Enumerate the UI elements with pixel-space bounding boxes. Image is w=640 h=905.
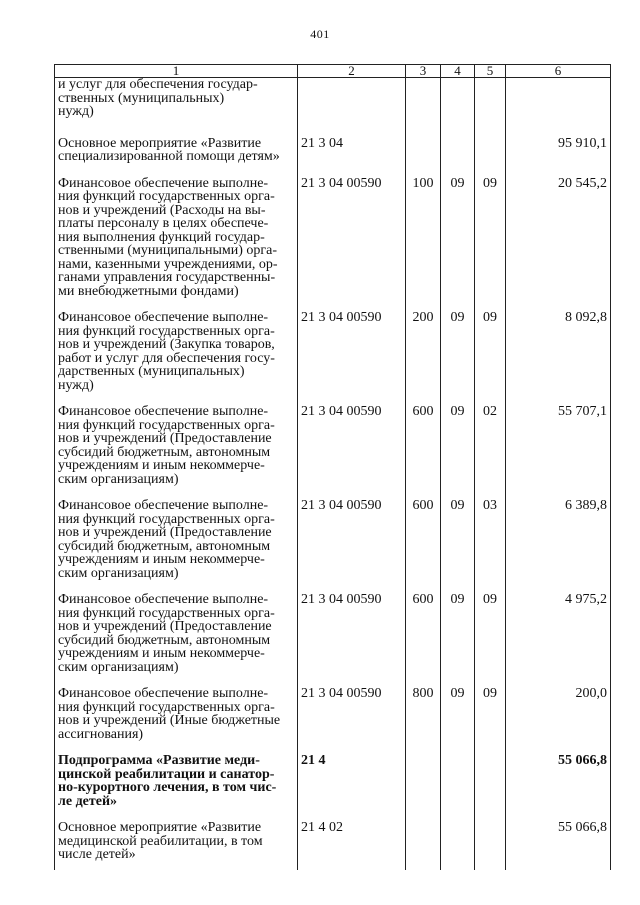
row-code: 21 3 04 00590	[298, 687, 406, 754]
row-description-text: Основное мероприятие «Развитие медицинской реабилитации, в том числе детей»	[58, 820, 263, 862]
table-row	[55, 177, 611, 312]
row-amount: 55 707,1	[506, 405, 611, 499]
row-expense-type	[406, 754, 441, 821]
row-subsection: 02	[475, 405, 506, 499]
row-description-text: и услуг для обеспечения государ- ственных (муниципальных) нужд)	[58, 77, 258, 119]
page-number: 401	[310, 27, 330, 41]
row-amount: 4 975,2	[506, 593, 611, 687]
row-description	[55, 311, 298, 405]
row-description	[55, 687, 298, 754]
row-amount: 20 545,2	[506, 177, 611, 312]
row-amount: 6 389,8	[506, 499, 611, 593]
row-subsection	[475, 78, 506, 137]
row-section: 09	[441, 311, 475, 405]
budget-table	[54, 64, 611, 870]
table-row	[55, 78, 611, 137]
row-section: 09	[441, 499, 475, 593]
table-body	[55, 78, 611, 870]
table-row	[55, 687, 611, 754]
row-section: 09	[441, 593, 475, 687]
row-section: 09	[441, 177, 475, 312]
row-subsection	[475, 821, 506, 870]
row-section: 09	[441, 405, 475, 499]
table-row	[55, 405, 611, 499]
table-row	[55, 499, 611, 593]
row-subsection: 09	[475, 593, 506, 687]
row-expense-type: 600	[406, 593, 441, 687]
row-section: 09	[441, 687, 475, 754]
column-header: 3	[406, 65, 441, 78]
table-header	[55, 65, 611, 78]
row-section	[441, 78, 475, 137]
row-code: 21 3 04	[298, 137, 406, 177]
row-section	[441, 821, 475, 870]
row-code: 21 3 04 00590	[298, 311, 406, 405]
row-description	[55, 821, 298, 870]
column-header: 4	[441, 65, 475, 78]
row-description	[55, 78, 298, 137]
row-description	[55, 177, 298, 312]
column-header: 6	[506, 65, 611, 78]
row-amount: 8 092,8	[506, 311, 611, 405]
row-section	[441, 754, 475, 821]
row-expense-type: 600	[406, 405, 441, 499]
row-expense-type	[406, 137, 441, 177]
row-description	[55, 754, 298, 821]
row-description-text: Финансовое обеспечение выполне- ния функций государственных орга- нов и учреждений (Предоставление субсидий бюджетным, автономным учреждениям и иным некоммерче- ским организациям)	[58, 592, 275, 675]
row-description-text: Подпрограмма «Развитие меди- цинской реабилитации и санатор- но-курортного лечения, в том чис- ле детей»	[58, 753, 277, 809]
row-expense-type	[406, 821, 441, 870]
column-header: 1	[55, 65, 298, 78]
row-description-text: Финансовое обеспечение выполне- ния функций государственных орга- нов и учреждений (Расходы на вы- платы персоналу в целях обеспече- ния выполнения функций государ- ственными (муниципальными) орга- нами, казенными учреждениями, ор- ганами управления государственны- ми внебюджетными фондами)	[58, 175, 278, 299]
row-description-text: Финансовое обеспечение выполне- ния функций государственных орга- нов и учреждений (Предоставление субсидий бюджетным, автономным учреждениям и иным некоммерче- ским организациям)	[58, 498, 275, 581]
row-code: 21 3 04 00590	[298, 593, 406, 687]
row-code: 21 4 02	[298, 821, 406, 870]
row-expense-type: 100	[406, 177, 441, 312]
row-subsection	[475, 137, 506, 177]
row-expense-type: 800	[406, 687, 441, 754]
row-amount: 55 066,8	[506, 821, 611, 870]
table-row	[55, 821, 611, 870]
row-subsection: 09	[475, 687, 506, 754]
row-description	[55, 137, 298, 177]
table-row	[55, 137, 611, 177]
table-row	[55, 593, 611, 687]
row-expense-type: 200	[406, 311, 441, 405]
row-code: 21 3 04 00590	[298, 405, 406, 499]
row-description-text: Основное мероприятие «Развитие специализированной помощи детям»	[58, 135, 280, 164]
row-description-text: Финансовое обеспечение выполне- ния функций государственных орга- нов и учреждений (Иные бюджетные ассигнования)	[58, 686, 281, 742]
row-code: 21 4	[298, 754, 406, 821]
column-header: 5	[475, 65, 506, 78]
row-subsection: 03	[475, 499, 506, 593]
row-description	[55, 405, 298, 499]
row-code	[298, 78, 406, 137]
row-subsection: 09	[475, 311, 506, 405]
column-header: 2	[298, 65, 406, 78]
table-row	[55, 311, 611, 405]
row-code: 21 3 04 00590	[298, 177, 406, 312]
table-row	[55, 754, 611, 821]
row-description-text: Финансовое обеспечение выполне- ния функций государственных орга- нов и учреждений (Предоставление субсидий бюджетным, автономным учреждениям и иным некоммерче- ским организациям)	[58, 404, 275, 487]
row-amount: 200,0	[506, 687, 611, 754]
row-expense-type	[406, 78, 441, 137]
row-description-text: Финансовое обеспечение выполне- ния функций государственных орга- нов и учреждений (Закупка товаров, работ и услуг для обеспечения госу- дарственных (муниципальных) нужд)	[58, 310, 275, 393]
row-subsection	[475, 754, 506, 821]
row-description	[55, 499, 298, 593]
header-row	[55, 65, 611, 78]
row-amount	[506, 78, 611, 137]
row-description	[55, 593, 298, 687]
row-amount: 95 910,1	[506, 137, 611, 177]
row-subsection: 09	[475, 177, 506, 312]
row-section	[441, 137, 475, 177]
row-amount: 55 066,8	[506, 754, 611, 821]
row-expense-type: 600	[406, 499, 441, 593]
row-code: 21 3 04 00590	[298, 499, 406, 593]
